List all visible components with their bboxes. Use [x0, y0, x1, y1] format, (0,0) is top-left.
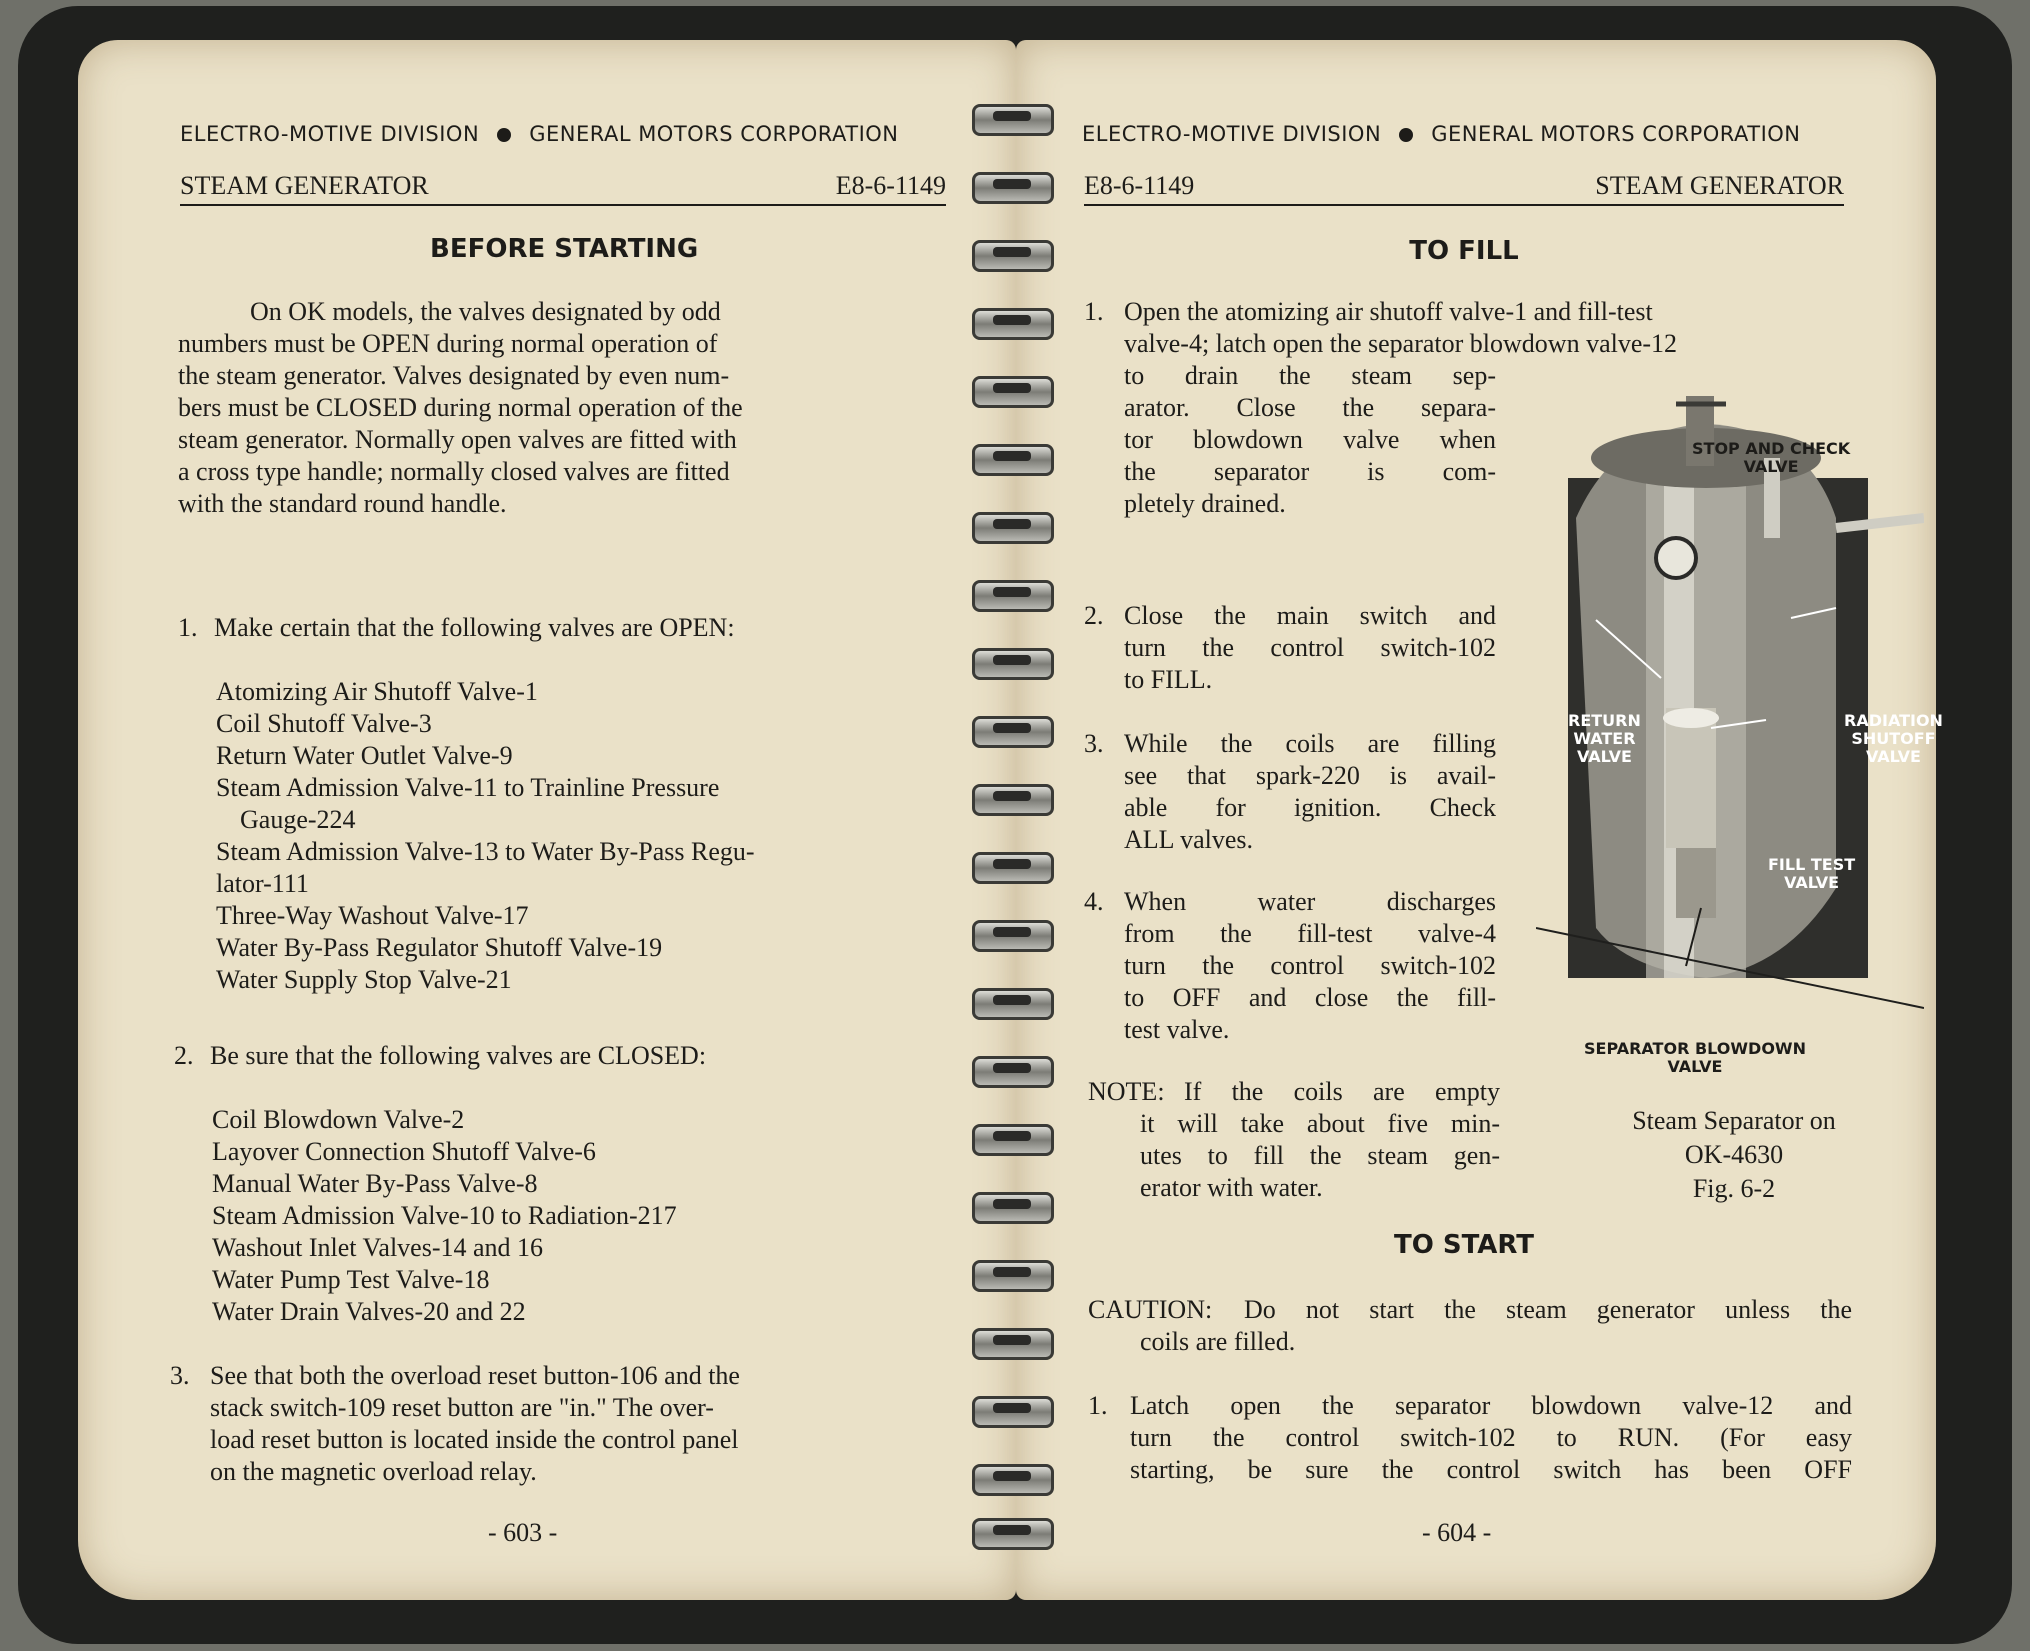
binding-ring [972, 716, 1054, 748]
intro-line: with the standard round handle. [178, 489, 507, 518]
valve-entry: Water Drain Valves-20 and 22 [212, 1297, 526, 1326]
binding-ring [972, 104, 1054, 136]
binding-ring [972, 988, 1054, 1020]
item-text [1130, 1390, 1852, 1486]
valve-entry: Manual Water By-Pass Valve-8 [212, 1169, 538, 1198]
binding-ring [972, 784, 1054, 816]
binding-ring [972, 444, 1054, 476]
caption-line: OK-4630 [1684, 1140, 1784, 1169]
intro-line: steam generator. Normally open valves are fitted with [178, 425, 737, 454]
binding-ring [972, 1192, 1054, 1224]
intro-line: numbers must be OPEN during normal operation of [178, 329, 718, 358]
bullet-dot [1399, 128, 1413, 142]
binding-ring [972, 1124, 1054, 1156]
item-line: on the magnetic overload relay. [210, 1457, 537, 1486]
valve-entry: Coil Blowdown Valve-2 [212, 1105, 465, 1134]
item-number: 1. [178, 613, 198, 642]
section-line [1084, 168, 1844, 206]
item-line: stack switch-109 reset button are "in." The over- [210, 1393, 714, 1422]
header-right-text: GENERAL MOTORS CORPORATION [1431, 122, 1801, 146]
caution [1088, 1294, 1852, 1364]
binding-ring [972, 852, 1054, 884]
item-line: the separator is com- [1124, 457, 1496, 486]
binding-ring [972, 240, 1054, 272]
item-line: to OFF and close the fill- [1124, 983, 1496, 1012]
label-radiation-shutoff-valve: RADIATION SHUTOFF VALVE [1844, 711, 1943, 766]
figure-caption [1544, 1104, 1924, 1206]
valve-entry: Atomizing Air Shutoff Valve-1 [216, 677, 538, 706]
item-line: to FILL. [1124, 665, 1213, 694]
item-line: Latch open the separator blowdown valve-12 and [1130, 1391, 1852, 1420]
note-label: NOTE: [1088, 1077, 1165, 1106]
note [1088, 1076, 1528, 1206]
item-line: turn the control switch-102 [1124, 633, 1496, 662]
label-stop-and-check-valve: STOP AND CHECK VALVE [1692, 439, 1851, 476]
list-item [1084, 886, 1504, 1048]
valve-entry: Gauge-224 [240, 805, 356, 834]
item-line: from the fill-test valve-4 [1124, 919, 1496, 948]
item-number: 1. [1088, 1391, 1108, 1420]
valve-entry: Return Water Outlet Valve-9 [216, 741, 513, 770]
closed-valves-list [212, 1104, 942, 1328]
running-header [180, 122, 899, 146]
list-item [1084, 600, 1504, 700]
binding-ring [972, 172, 1054, 204]
caption-line: Steam Separator on [1632, 1106, 1836, 1135]
item-line: valve-4; latch open the separator blowdown valve-12 [1124, 329, 1678, 358]
item-line: When water discharges [1124, 887, 1496, 916]
binding-ring [972, 920, 1054, 952]
binding-ring [972, 512, 1054, 544]
heading-to-start: TO START [1393, 1230, 1535, 1260]
section-title: STEAM GENERATOR [180, 171, 429, 200]
valve-entry: Water Supply Stop Valve-21 [216, 965, 512, 994]
item-line: to drain the steam sep- [1124, 361, 1496, 390]
open-valves-list [216, 676, 946, 996]
binding-ring [972, 1464, 1054, 1496]
item-line: ALL valves. [1124, 825, 1253, 854]
spiral-binding [972, 92, 1062, 1552]
valve-entry: Steam Admission Valve-10 to Radiation-217 [212, 1201, 677, 1230]
valve-entry: Layover Connection Shutoff Valve-6 [212, 1137, 596, 1166]
section-title: STEAM GENERATOR [1595, 171, 1844, 200]
item-number: 2. [174, 1041, 194, 1070]
item-line: See that both the overload reset button-106 and the [210, 1361, 740, 1390]
left-page [78, 40, 1016, 1600]
caution-line: Do not start the steam generator unless the [1244, 1295, 1852, 1324]
steam-separator-figure [1536, 368, 1943, 1076]
item-line: Open the atomizing air shutoff valve-1 and fill-test [1124, 297, 1653, 326]
caution-line: coils are filled. [1140, 1327, 1296, 1356]
valve-entry: Washout Inlet Valves-14 and 16 [212, 1233, 544, 1262]
doc-number: E8-6-1149 [835, 171, 946, 200]
caption-line: Fig. 6-2 [1692, 1174, 1776, 1203]
running-header [1082, 122, 1801, 146]
item-line: starting, be sure the control switch has been OFF [1130, 1455, 1852, 1484]
binding-ring [972, 648, 1054, 680]
list-item [170, 1360, 946, 1490]
page-number: - 604 - [1422, 1518, 1492, 1547]
item-number: 3. [1084, 729, 1104, 758]
item-line: pletely drained. [1124, 489, 1286, 518]
intro-line: a cross type handle; normally closed valves are fitted [178, 457, 730, 486]
page-number: - 603 - [488, 1518, 558, 1547]
item-line: arator. Close the separa- [1124, 393, 1496, 422]
item-number: 4. [1084, 887, 1104, 916]
intro-line: On OK models, the valves designated by odd [250, 297, 721, 326]
header-left-text: ELECTRO-MOTIVE DIVISION [180, 122, 480, 146]
note-text [1088, 1076, 1500, 1204]
intro-line: the steam generator. Valves designated by even num- [178, 361, 730, 390]
list-item [174, 1040, 946, 1072]
item-text [210, 1360, 946, 1488]
note-line: erator with water. [1140, 1173, 1323, 1202]
doc-number: E8-6-1149 [1084, 171, 1195, 200]
valve-entry: Steam Admission Valve-13 to Water By-Pass Regu- [216, 837, 755, 866]
right-page [1016, 40, 1943, 1600]
item-line: able for ignition. Check [1124, 793, 1496, 822]
binding-ring [972, 1260, 1054, 1292]
valve-entry: Three-Way Washout Valve-17 [216, 901, 529, 930]
valve-entry: Water Pump Test Valve-18 [212, 1265, 490, 1294]
item-line: Close the main switch and [1124, 601, 1496, 630]
list-item [178, 612, 946, 644]
bullet-dot [497, 128, 511, 142]
note-line: If the coils are empty [1184, 1077, 1500, 1106]
list-item [1088, 1390, 1852, 1490]
heading-to-fill: TO FILL [1409, 236, 1519, 266]
item-text: Make certain that the following valves are OPEN: [214, 613, 735, 642]
binding-ring [972, 1518, 1054, 1550]
item-number: 3. [170, 1361, 190, 1390]
caution-text [1088, 1294, 1852, 1358]
header-right-text: GENERAL MOTORS CORPORATION [529, 122, 899, 146]
binding-ring [972, 308, 1054, 340]
caution-label: CAUTION: [1088, 1295, 1213, 1324]
label-separator-blowdown-valve: SEPARATOR BLOWDOWN VALVE [1584, 1039, 1806, 1076]
binding-ring [972, 376, 1054, 408]
item-text [1124, 886, 1496, 1046]
valve-entry: lator-111 [216, 869, 309, 898]
section-line [180, 168, 946, 206]
heading-before-starting: BEFORE STARTING [430, 234, 699, 264]
item-text: Be sure that the following valves are CLOSED: [210, 1041, 707, 1070]
intro-paragraph [178, 296, 946, 520]
label-fill-test-valve: FILL TEST VALVE [1768, 855, 1856, 892]
item-line: turn the control switch-102 to RUN. (For easy [1130, 1423, 1852, 1452]
item-line: tor blowdown valve when [1124, 425, 1496, 454]
binding-ring [972, 1328, 1054, 1360]
header-left-text: ELECTRO-MOTIVE DIVISION [1082, 122, 1382, 146]
item-line: see that spark-220 is avail- [1124, 761, 1496, 790]
item-text [1124, 728, 1496, 856]
valve-entry: Coil Shutoff Valve-3 [216, 709, 432, 738]
item-number: 1. [1084, 297, 1104, 326]
label-return-water-valve: RETURN WATER VALVE [1568, 711, 1641, 766]
note-line: utes to fill the steam gen- [1140, 1141, 1500, 1170]
item-text [1124, 600, 1496, 696]
valve-entry: Water By-Pass Regulator Shutoff Valve-19 [216, 933, 663, 962]
item-line: turn the control switch-102 [1124, 951, 1496, 980]
note-line: it will take about five min- [1140, 1109, 1500, 1138]
binding-ring [972, 1396, 1054, 1428]
item-line: test valve. [1124, 1015, 1230, 1044]
valve-entry: Steam Admission Valve-11 to Trainline Pressure [216, 773, 720, 802]
binding-ring [972, 1056, 1054, 1088]
item-line: While the coils are filling [1124, 729, 1496, 758]
item-line: load reset button is located inside the control panel [210, 1425, 739, 1454]
item-number: 2. [1084, 601, 1104, 630]
intro-line: bers must be CLOSED during normal operation of the [178, 393, 743, 422]
binding-ring [972, 580, 1054, 612]
list-item [1084, 728, 1504, 858]
